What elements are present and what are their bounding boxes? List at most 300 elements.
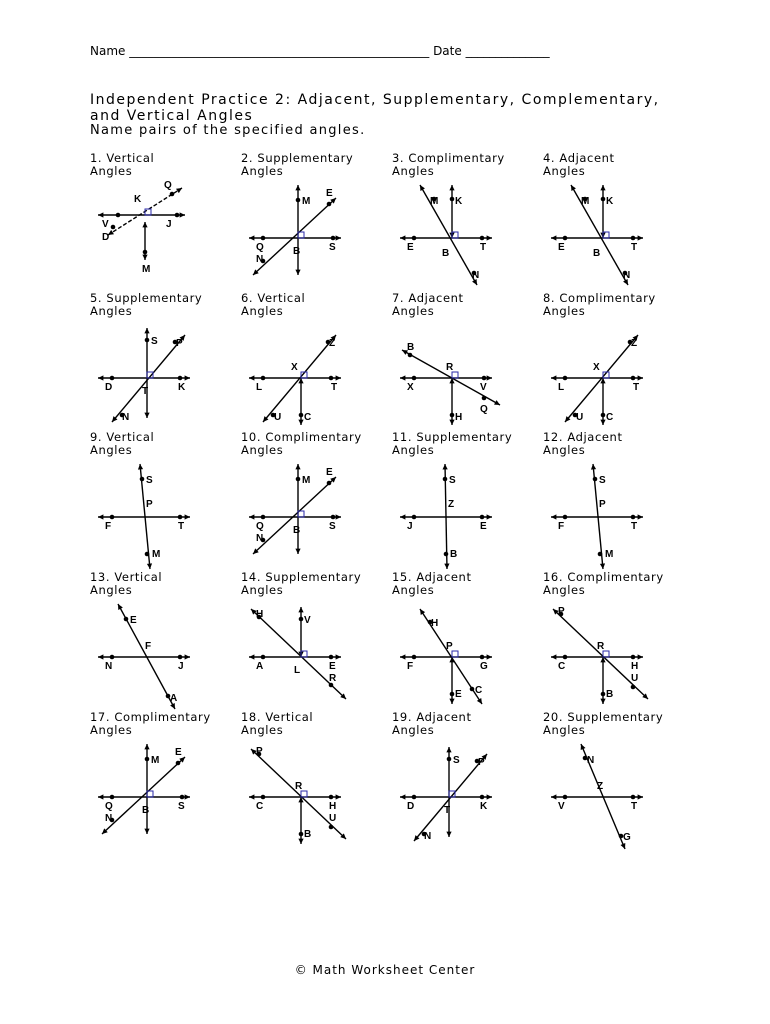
problem-suffix: Angles xyxy=(241,723,284,737)
problem-label xyxy=(543,292,656,318)
point-label: T xyxy=(633,382,640,393)
arrowhead xyxy=(98,212,103,217)
point-label: S xyxy=(453,755,460,766)
point-label: E xyxy=(480,521,487,532)
arrowhead xyxy=(400,514,405,519)
problem-heading: 13. Vertical xyxy=(90,570,163,584)
problem-8 xyxy=(543,292,693,427)
problem-suffix: Angles xyxy=(90,723,133,737)
point xyxy=(327,202,332,207)
point-label: P xyxy=(256,746,263,757)
point-label: H xyxy=(329,801,337,812)
arrowhead xyxy=(176,188,182,193)
arrowhead xyxy=(638,654,643,659)
point xyxy=(447,757,452,762)
line xyxy=(571,185,631,285)
right-angle-mark xyxy=(145,209,151,215)
point-label: Z xyxy=(448,499,455,510)
problem-heading: 5. Supplementary xyxy=(90,291,203,305)
point-label: B xyxy=(593,248,601,259)
worksheet-title: Independent Practice 2: Adjacent, Supplementary, Complementary, and Vertical Angles xyxy=(90,92,660,124)
point-label: V xyxy=(558,801,565,812)
arrowhead xyxy=(446,832,451,837)
angle-diagram xyxy=(241,320,391,430)
point xyxy=(631,236,636,241)
point-label: F xyxy=(105,521,112,532)
point-label: G xyxy=(480,661,488,672)
point-label: N xyxy=(623,270,631,281)
point-label: E xyxy=(326,467,333,478)
arrowhead xyxy=(600,699,605,704)
point-label: K xyxy=(134,194,142,205)
point-label: E xyxy=(326,188,333,199)
arrowhead xyxy=(449,699,454,704)
arrowhead xyxy=(336,235,341,240)
arrowhead xyxy=(336,375,341,380)
arrowhead xyxy=(144,829,149,834)
arrowhead xyxy=(449,185,454,190)
point-label: Q xyxy=(105,801,113,812)
arrowhead xyxy=(551,235,556,240)
point-label: N xyxy=(122,412,130,423)
arrowhead xyxy=(185,375,190,380)
arrowhead xyxy=(185,514,190,519)
problem-heading: 15. Adjacent xyxy=(392,570,472,584)
point-label: J xyxy=(407,521,413,532)
arrowhead xyxy=(336,514,341,519)
point xyxy=(412,376,417,381)
point xyxy=(412,515,417,520)
point-label: A xyxy=(256,661,264,672)
angle-diagram xyxy=(241,599,391,709)
problem-9 xyxy=(90,431,240,566)
point-label: N xyxy=(472,270,480,281)
arrowhead xyxy=(298,839,303,844)
point-label: S xyxy=(146,475,153,486)
point xyxy=(631,655,636,660)
point-label: Z xyxy=(329,338,336,349)
point-label: P xyxy=(446,641,453,652)
point xyxy=(143,250,148,255)
problem-label xyxy=(392,711,472,737)
arrowhead xyxy=(449,420,454,425)
point xyxy=(327,481,332,486)
point xyxy=(116,213,121,218)
point xyxy=(111,225,116,230)
problem-suffix: Angles xyxy=(392,164,435,178)
problem-12 xyxy=(543,431,693,566)
arrowhead xyxy=(185,794,190,799)
arrowhead xyxy=(298,420,303,425)
problem-suffix: Angles xyxy=(241,304,284,318)
point-label: Q xyxy=(256,242,264,253)
arrowhead xyxy=(249,654,254,659)
line xyxy=(253,477,336,554)
date-blank[interactable]: ______________ xyxy=(465,44,550,58)
problem-3 xyxy=(392,152,542,287)
problem-label xyxy=(543,711,663,737)
point-label: S xyxy=(329,521,336,532)
point xyxy=(261,655,266,660)
angle-diagram xyxy=(90,320,240,430)
problem-suffix: Angles xyxy=(241,164,284,178)
point xyxy=(261,236,266,241)
point-label: Q xyxy=(164,180,172,191)
point-label: R xyxy=(295,781,303,792)
problem-heading: 16. Complimentary xyxy=(543,570,664,584)
point-label: C xyxy=(606,412,614,423)
point xyxy=(470,687,475,692)
point-label: U xyxy=(631,673,639,684)
arrowhead xyxy=(400,235,405,240)
arrowhead xyxy=(638,375,643,380)
point-label: N xyxy=(105,813,113,824)
point-label: S xyxy=(599,475,606,486)
arrowhead xyxy=(600,420,605,425)
point-label: C xyxy=(558,661,566,672)
problem-heading: 14. Supplementary xyxy=(241,570,362,584)
point-label: U xyxy=(576,412,584,423)
point xyxy=(563,795,568,800)
name-blank[interactable]: __________________________________________________ xyxy=(129,44,430,58)
arrowhead xyxy=(487,514,492,519)
angle-diagram xyxy=(392,180,542,290)
point-label: P xyxy=(558,606,565,617)
arrowhead xyxy=(487,794,492,799)
point xyxy=(412,655,417,660)
point xyxy=(145,338,150,343)
angle-diagram xyxy=(392,739,542,849)
arrowhead xyxy=(98,514,103,519)
arrowhead xyxy=(142,222,147,227)
problem-heading: 2. Supplementary xyxy=(241,151,354,165)
arrowhead xyxy=(444,564,449,569)
problem-suffix: Angles xyxy=(241,443,284,457)
point xyxy=(563,376,568,381)
point xyxy=(296,198,301,203)
point-label: M xyxy=(142,264,151,275)
problem-label xyxy=(90,571,162,597)
point xyxy=(482,396,487,401)
point-label: N xyxy=(105,661,113,672)
point-label: M xyxy=(605,549,614,560)
point xyxy=(299,832,304,837)
angle-diagram xyxy=(543,320,693,430)
point-label: X xyxy=(593,362,600,373)
point xyxy=(299,413,304,418)
problem-label xyxy=(241,292,305,318)
problem-suffix: Angles xyxy=(543,723,586,737)
arrowhead xyxy=(487,235,492,240)
right-angle-mark xyxy=(452,651,458,657)
point xyxy=(110,795,115,800)
angle-diagram xyxy=(241,180,391,290)
point xyxy=(175,213,180,218)
point xyxy=(176,761,181,766)
arrowhead xyxy=(144,413,149,418)
angle-diagram xyxy=(543,180,693,290)
point-label: K xyxy=(480,801,488,812)
point-label: T xyxy=(178,521,185,532)
point-label: E xyxy=(329,661,336,672)
point xyxy=(329,655,334,660)
point-label: C xyxy=(304,412,312,423)
point-label: P xyxy=(478,757,485,768)
point xyxy=(261,795,266,800)
point-label: P xyxy=(599,499,606,510)
problem-suffix: Angles xyxy=(392,723,435,737)
arrowhead xyxy=(487,375,492,380)
point-label: D xyxy=(102,232,110,243)
angle-diagram xyxy=(241,739,391,849)
arrowhead xyxy=(144,744,149,749)
arrowhead xyxy=(400,794,405,799)
point-label: V xyxy=(480,382,487,393)
point xyxy=(110,515,115,520)
point xyxy=(261,376,266,381)
point-label: Q xyxy=(256,521,264,532)
point xyxy=(178,515,183,520)
point xyxy=(124,617,129,622)
point-label: J xyxy=(178,661,184,672)
angle-diagram xyxy=(543,599,693,709)
point-label: N xyxy=(256,254,264,265)
point xyxy=(631,376,636,381)
line xyxy=(253,198,336,275)
point xyxy=(178,376,183,381)
point xyxy=(450,692,455,697)
problem-suffix: Angles xyxy=(392,583,435,597)
problem-4 xyxy=(543,152,693,287)
point xyxy=(631,515,636,520)
point-label: L xyxy=(558,382,565,393)
problem-suffix: Angles xyxy=(392,443,435,457)
point-label: J xyxy=(166,219,172,230)
problem-label xyxy=(392,292,464,318)
problem-suffix: Angles xyxy=(90,304,133,318)
arrowhead xyxy=(336,794,341,799)
arrowhead xyxy=(249,375,254,380)
point xyxy=(140,477,145,482)
point xyxy=(563,236,568,241)
problem-suffix: Angles xyxy=(543,443,586,457)
line xyxy=(420,185,480,285)
problem-label xyxy=(241,152,353,178)
angle-diagram xyxy=(90,739,240,849)
problem-heading: 11. Supplementary xyxy=(392,430,513,444)
point xyxy=(480,515,485,520)
problem-label xyxy=(543,431,623,457)
problem-11 xyxy=(392,431,542,566)
arrowhead xyxy=(249,794,254,799)
point-label: Z xyxy=(597,781,604,792)
problem-10 xyxy=(241,431,391,566)
point-label: S xyxy=(151,336,158,347)
problem-heading: 8. Complimentary xyxy=(543,291,656,305)
problem-19 xyxy=(392,711,542,846)
point-label: M xyxy=(302,475,311,486)
problem-suffix: Angles xyxy=(392,304,435,318)
problem-5 xyxy=(90,292,240,427)
problem-heading: 4. Adjacent xyxy=(543,151,615,165)
problem-label xyxy=(90,711,211,737)
point-label: K xyxy=(455,196,463,207)
point-label: F xyxy=(407,661,414,672)
angle-diagram xyxy=(90,599,240,709)
point xyxy=(408,353,413,358)
problem-7 xyxy=(392,292,542,427)
name-date-line xyxy=(90,44,550,58)
point-label: R xyxy=(597,641,605,652)
point-label: C xyxy=(475,685,483,696)
point xyxy=(331,515,336,520)
point-label: V xyxy=(304,615,311,626)
point-label: M xyxy=(151,755,160,766)
arrowhead xyxy=(400,654,405,659)
point-label: H xyxy=(256,609,264,620)
arrowhead xyxy=(98,794,103,799)
point-label: T xyxy=(631,801,638,812)
point xyxy=(563,655,568,660)
angle-diagram xyxy=(392,459,542,569)
point xyxy=(180,795,185,800)
point-label: V xyxy=(102,219,109,230)
problem-heading: 18. Vertical xyxy=(241,710,314,724)
point-label: D xyxy=(105,382,113,393)
point-label: E xyxy=(407,242,414,253)
point xyxy=(598,552,603,557)
point xyxy=(178,655,183,660)
point-label: U xyxy=(329,813,337,824)
point xyxy=(412,795,417,800)
point-label: X xyxy=(407,382,414,393)
point-label: H xyxy=(431,618,439,629)
problem-heading: 3. Complimentary xyxy=(392,151,505,165)
point-label: E xyxy=(175,747,182,758)
point xyxy=(299,617,304,622)
problem-suffix: Angles xyxy=(90,443,133,457)
footer-copyright: © Math Worksheet Center xyxy=(294,963,476,977)
angle-diagram xyxy=(543,459,693,569)
problem-heading: 19. Adjacent xyxy=(392,710,472,724)
arrowhead xyxy=(336,654,341,659)
point-label: Z xyxy=(631,338,638,349)
problem-heading: 6. Vertical xyxy=(241,291,306,305)
arrowhead xyxy=(446,747,451,752)
problem-20 xyxy=(543,711,693,846)
angle-diagram xyxy=(241,459,391,569)
point-label: B xyxy=(293,246,301,257)
angle-diagram xyxy=(392,599,542,709)
problem-suffix: Angles xyxy=(543,304,586,318)
point-label: T xyxy=(444,805,451,816)
point-label: N xyxy=(587,755,595,766)
problem-suffix: Angles xyxy=(543,583,586,597)
problem-label xyxy=(241,711,313,737)
point xyxy=(601,692,606,697)
point-label: S xyxy=(449,475,456,486)
angle-diagram xyxy=(392,320,542,430)
point xyxy=(329,376,334,381)
point-label: K xyxy=(178,382,186,393)
problem-heading: 12. Adjacent xyxy=(543,430,623,444)
problem-heading: 9. Vertical xyxy=(90,430,155,444)
point xyxy=(329,825,334,830)
arrowhead xyxy=(551,375,556,380)
point xyxy=(444,552,449,557)
problem-13 xyxy=(90,571,240,706)
arrowhead xyxy=(487,654,492,659)
arrowhead xyxy=(400,375,405,380)
problem-label xyxy=(543,152,615,178)
point-label: E xyxy=(455,689,462,700)
point-label: D xyxy=(407,801,415,812)
point xyxy=(480,655,485,660)
point-label: N xyxy=(256,533,264,544)
arrowhead xyxy=(249,235,254,240)
point-label: B xyxy=(407,342,415,353)
problem-heading: 7. Adjacent xyxy=(392,291,464,305)
point-label: H xyxy=(455,412,463,423)
arrowhead xyxy=(298,607,303,612)
point xyxy=(601,413,606,418)
point xyxy=(145,757,150,762)
point-label: E xyxy=(130,615,137,626)
problem-label xyxy=(90,152,154,178)
arrowhead xyxy=(600,185,605,190)
point-label: B xyxy=(450,549,458,560)
arrowhead xyxy=(551,514,556,519)
point-label: N xyxy=(424,831,432,842)
problem-label xyxy=(543,571,664,597)
point xyxy=(145,552,150,557)
arrowhead xyxy=(295,270,300,275)
problem-label xyxy=(392,571,472,597)
point xyxy=(110,655,115,660)
point-label: U xyxy=(274,412,282,423)
point-label: B xyxy=(142,805,150,816)
problem-heading: 10. Complimentary xyxy=(241,430,362,444)
point-label: L xyxy=(294,665,301,676)
problem-18 xyxy=(241,711,391,846)
point xyxy=(110,376,115,381)
arrowhead xyxy=(144,328,149,333)
point-label: M xyxy=(152,549,161,560)
name-label: Name xyxy=(90,44,126,58)
angle-diagram xyxy=(90,180,240,290)
point xyxy=(331,236,336,241)
arrowhead xyxy=(638,514,643,519)
point-label: B xyxy=(293,525,301,536)
point-label: R xyxy=(446,362,454,373)
point-label: P xyxy=(176,338,183,349)
arrowhead xyxy=(638,794,643,799)
point xyxy=(170,192,175,197)
problem-16 xyxy=(543,571,693,706)
arrowhead xyxy=(98,654,103,659)
problem-1 xyxy=(90,152,240,287)
point-label: T xyxy=(480,242,487,253)
point-label: B xyxy=(606,689,614,700)
point-label: B xyxy=(304,829,312,840)
point-label: P xyxy=(146,499,153,510)
arrowhead xyxy=(295,464,300,469)
problem-6 xyxy=(241,292,391,427)
problem-heading: 20. Supplementary xyxy=(543,710,664,724)
point-label: K xyxy=(606,196,614,207)
instructions: Name pairs of the specified angles. xyxy=(90,123,366,138)
problem-17 xyxy=(90,711,240,846)
